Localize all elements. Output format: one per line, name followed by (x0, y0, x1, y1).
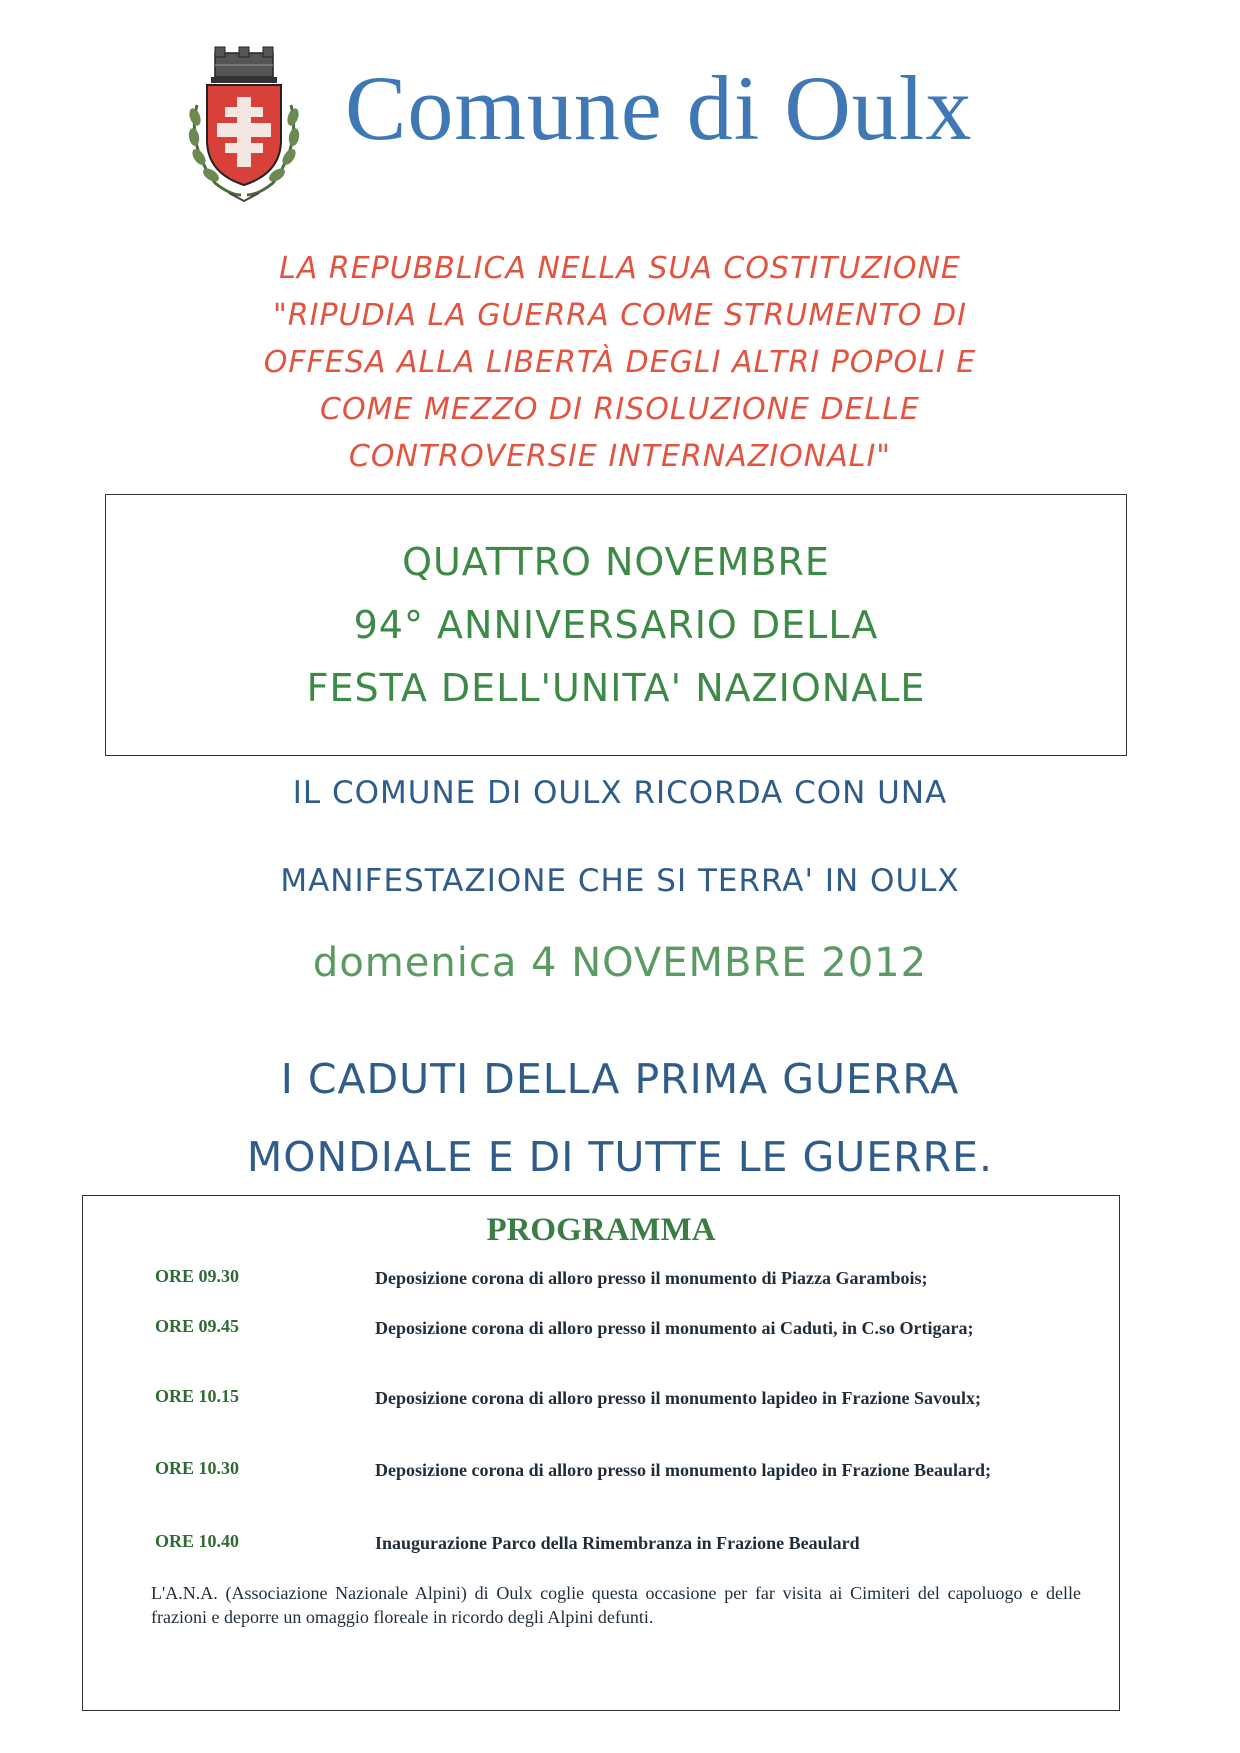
program-time: ORE 09.30 (155, 1266, 240, 1286)
event-date: domenica 4 NOVEMBRE 2012 (312, 940, 928, 986)
anniversary-line: FESTA DELL'UNITA' NAZIONALE (306, 666, 926, 710)
quote-line: "RIPUDIA LA GUERRA COME STRUMENTO DI (272, 298, 968, 333)
anniversary-line: 94° ANNIVERSARIO DELLA (353, 603, 879, 647)
program-time: ORE 09.45 (155, 1316, 240, 1336)
quote-line: OFFESA ALLA LIBERTÀ DEGLI ALTRI POPOLI E (263, 345, 977, 380)
page-title: Comune di Oulx (345, 57, 973, 159)
anniversary-line: QUATTRO NOVEMBRE (402, 540, 830, 584)
program-time: ORE 10.40 (155, 1531, 240, 1551)
caduti-line-1: I CADUTI DELLA PRIMA GUERRA (280, 1055, 960, 1103)
intro-line-2: MANIFESTAZIONE CHE SI TERRA' IN OULX (280, 863, 960, 899)
anniversary-box (105, 494, 1127, 756)
program-desc: Deposizione corona di alloro presso il monumento di Piazza Garambois; (375, 1268, 928, 1288)
quote-line: COME MEZZO DI RISOLUZIONE DELLE (320, 392, 920, 427)
program-box (82, 1195, 1120, 1711)
quote-line: CONTROVERSIE INTERNAZIONALI" (348, 439, 892, 474)
program-time: ORE 10.30 (155, 1458, 240, 1478)
program-time: ORE 10.15 (155, 1386, 240, 1406)
program-title: PROGRAMMA (486, 1212, 716, 1248)
caduti-line-2: MONDIALE E DI TUTTE LE GUERRE. (246, 1133, 994, 1181)
program-desc: Deposizione corona di alloro presso il monumento lapideo in Frazione Beaulard; (375, 1460, 992, 1480)
program-desc: Inaugurazione Parco della Rimembranza in Frazione Beaulard (375, 1533, 860, 1553)
intro-line-1: IL COMUNE DI OULX RICORDA CON UNA (292, 775, 948, 811)
constitution-quote (170, 245, 1070, 480)
quote-line: LA REPUBBLICA NELLA SUA COSTITUZIONE (279, 251, 961, 286)
program-footer-note: L'A.N.A. (Associazione Nazionale Alpini) di Oulx coglie questa occasione per far visita ai Cimiteri del capoluogo e delle frazioni e deporre un omaggio floreale in ricordo degli Alpini defunti. (151, 1583, 1081, 1627)
program-desc: Deposizione corona di alloro presso il monumento lapideo in Frazione Savoulx; (375, 1388, 982, 1408)
coat-of-arms-icon (185, 45, 303, 205)
caduti-heading (130, 1040, 1110, 1196)
program-desc: Deposizione corona di alloro presso il monumento ai Caduti, in C.so Ortigara; (375, 1318, 974, 1338)
